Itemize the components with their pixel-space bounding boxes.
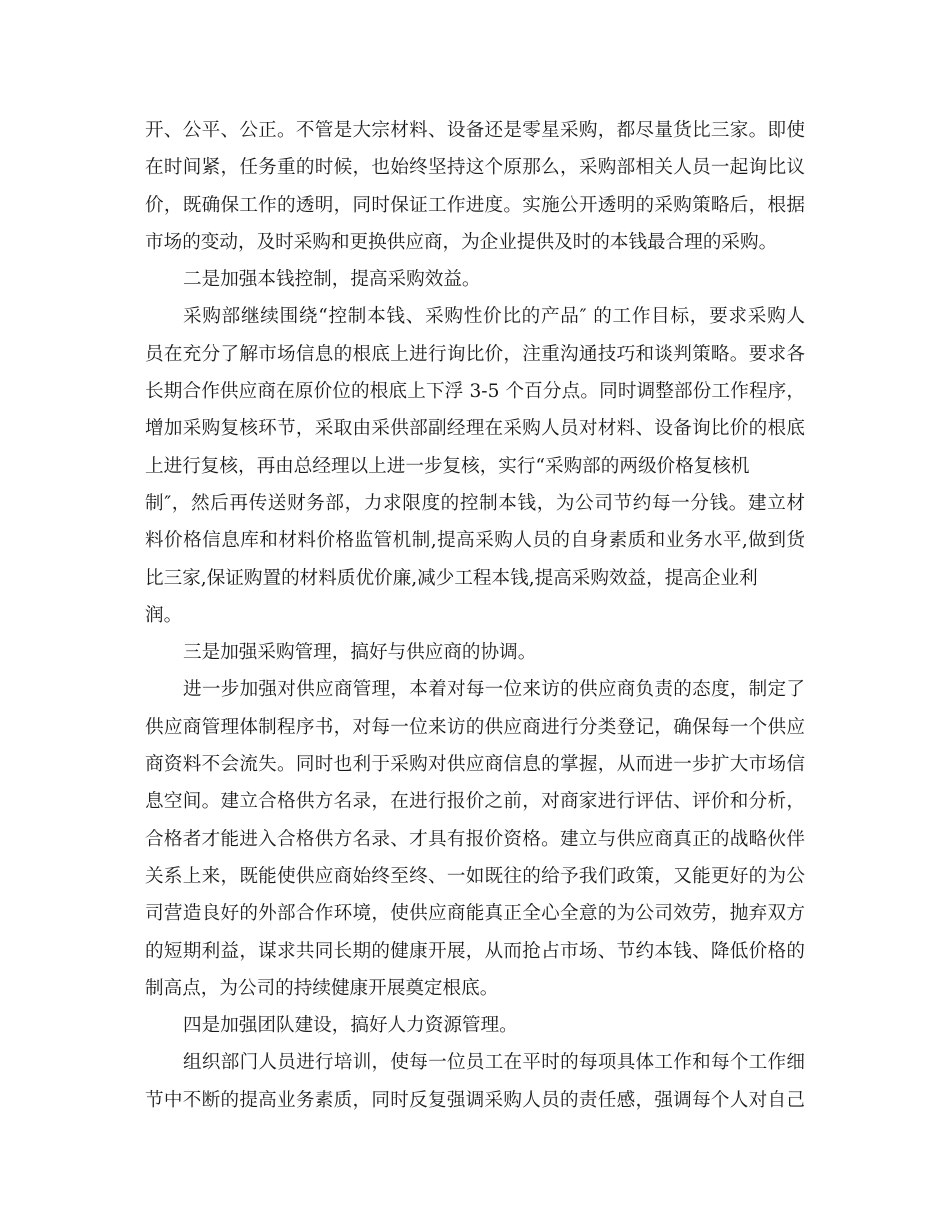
text-line: 价，既确保工作的透明，同时保证工作进度。实施公开透明的采购策略后，根据 (145, 194, 805, 216)
text-line: 三是加强采购管理，搞好与供应商的协调。 (183, 642, 537, 664)
text-line: 关系上来，既能使供应商始终至终、一如既往的给予我们政策，又能更好的为公 (145, 865, 805, 887)
text-line: 制″，然后再传送财务部，力求限度的控制本钱，为公司节约每一分钱。建立材 (145, 492, 805, 514)
text-line: 二是加强本钱控制，提高采购效益。 (183, 269, 481, 291)
text-line: 长期合作供应商在原价位的根底上下浮 3-5 个百分点。同时调整部份工作程序， (145, 381, 805, 403)
text-line: 四是加强团队建设，搞好人力资源管理。 (183, 1015, 518, 1037)
text-line: 员在充分了解市场信息的根底上进行询比价，注重沟通技巧和谈判策略。要求各 (145, 343, 805, 365)
text-line: 润。 (145, 604, 183, 626)
text-line: 司营造良好的外部合作环境，使供应商能真正全心全意的为公司效劳，抛弃双方 (145, 903, 805, 925)
text-line: 的短期利益，谋求共同长期的健康开展，从而抢占市场、节约本钱、降低价格的 (145, 940, 805, 962)
text-line: 采购部继续围绕“控制本钱、采购性价比的产品″ 的工作目标，要求采购人 (183, 306, 805, 328)
text-line: 供应商管理体制程序书，对每一位来访的供应商进行分类登记，确保每一个供应 (145, 716, 805, 738)
text-line: 组织部门人员进行培训，使每一位员工在平时的每项具体工作和每个工作细 (183, 1052, 805, 1074)
text-line: 增加采购复核环节，采取由采供部副经理在采购人员对材料、设备询比价的根底 (145, 418, 805, 440)
text-line: 在时间紧，任务重的时候，也始终坚持这个原那么，采购部相关人员一起询比议 (145, 157, 805, 179)
text-line: 市场的变动，及时采购和更换供应商，为企业提供及时的本钱最合理的采购。 (145, 231, 778, 253)
text-line: 节中不断的提高业务素质，同时反复强调采购人员的责任感，强调每个人对自己 (145, 1089, 805, 1111)
document-body (145, 112, 805, 1119)
text-line: 进一步加强对供应商管理，本着对每一位来访的供应商负责的态度，制定了 (183, 679, 805, 701)
text-line: 比三家,保证购置的材料质优价廉,减少工程本钱,提高采购效益，提高企业利 (145, 567, 758, 589)
text-line: 息空间。建立合格供方名录，在进行报价之前，对商家进行评估、评价和分析， (145, 791, 805, 813)
text-line: 料价格信息库和材料价格监管机制,提高采购人员的自身素质和业务水平,做到货 (145, 530, 805, 552)
text-line: 商资料不会流失。同时也利于采购对供应商信息的掌握，从而进一步扩大市场信 (145, 754, 805, 776)
text-line: 合格者才能进入合格供方名录、才具有报价资格。建立与供应商真正的战略伙伴 (145, 828, 805, 850)
text-line: 上进行复核，再由总经理以上进一步复核，实行“采购部的两级价格复核机 (145, 455, 750, 477)
text-line: 开、公平、公正。不管是大宗材料、设备还是零星采购，都尽量货比三家。即使 (145, 120, 805, 141)
text-line: 制高点，为公司的持续健康开展奠定根底。 (145, 977, 499, 999)
